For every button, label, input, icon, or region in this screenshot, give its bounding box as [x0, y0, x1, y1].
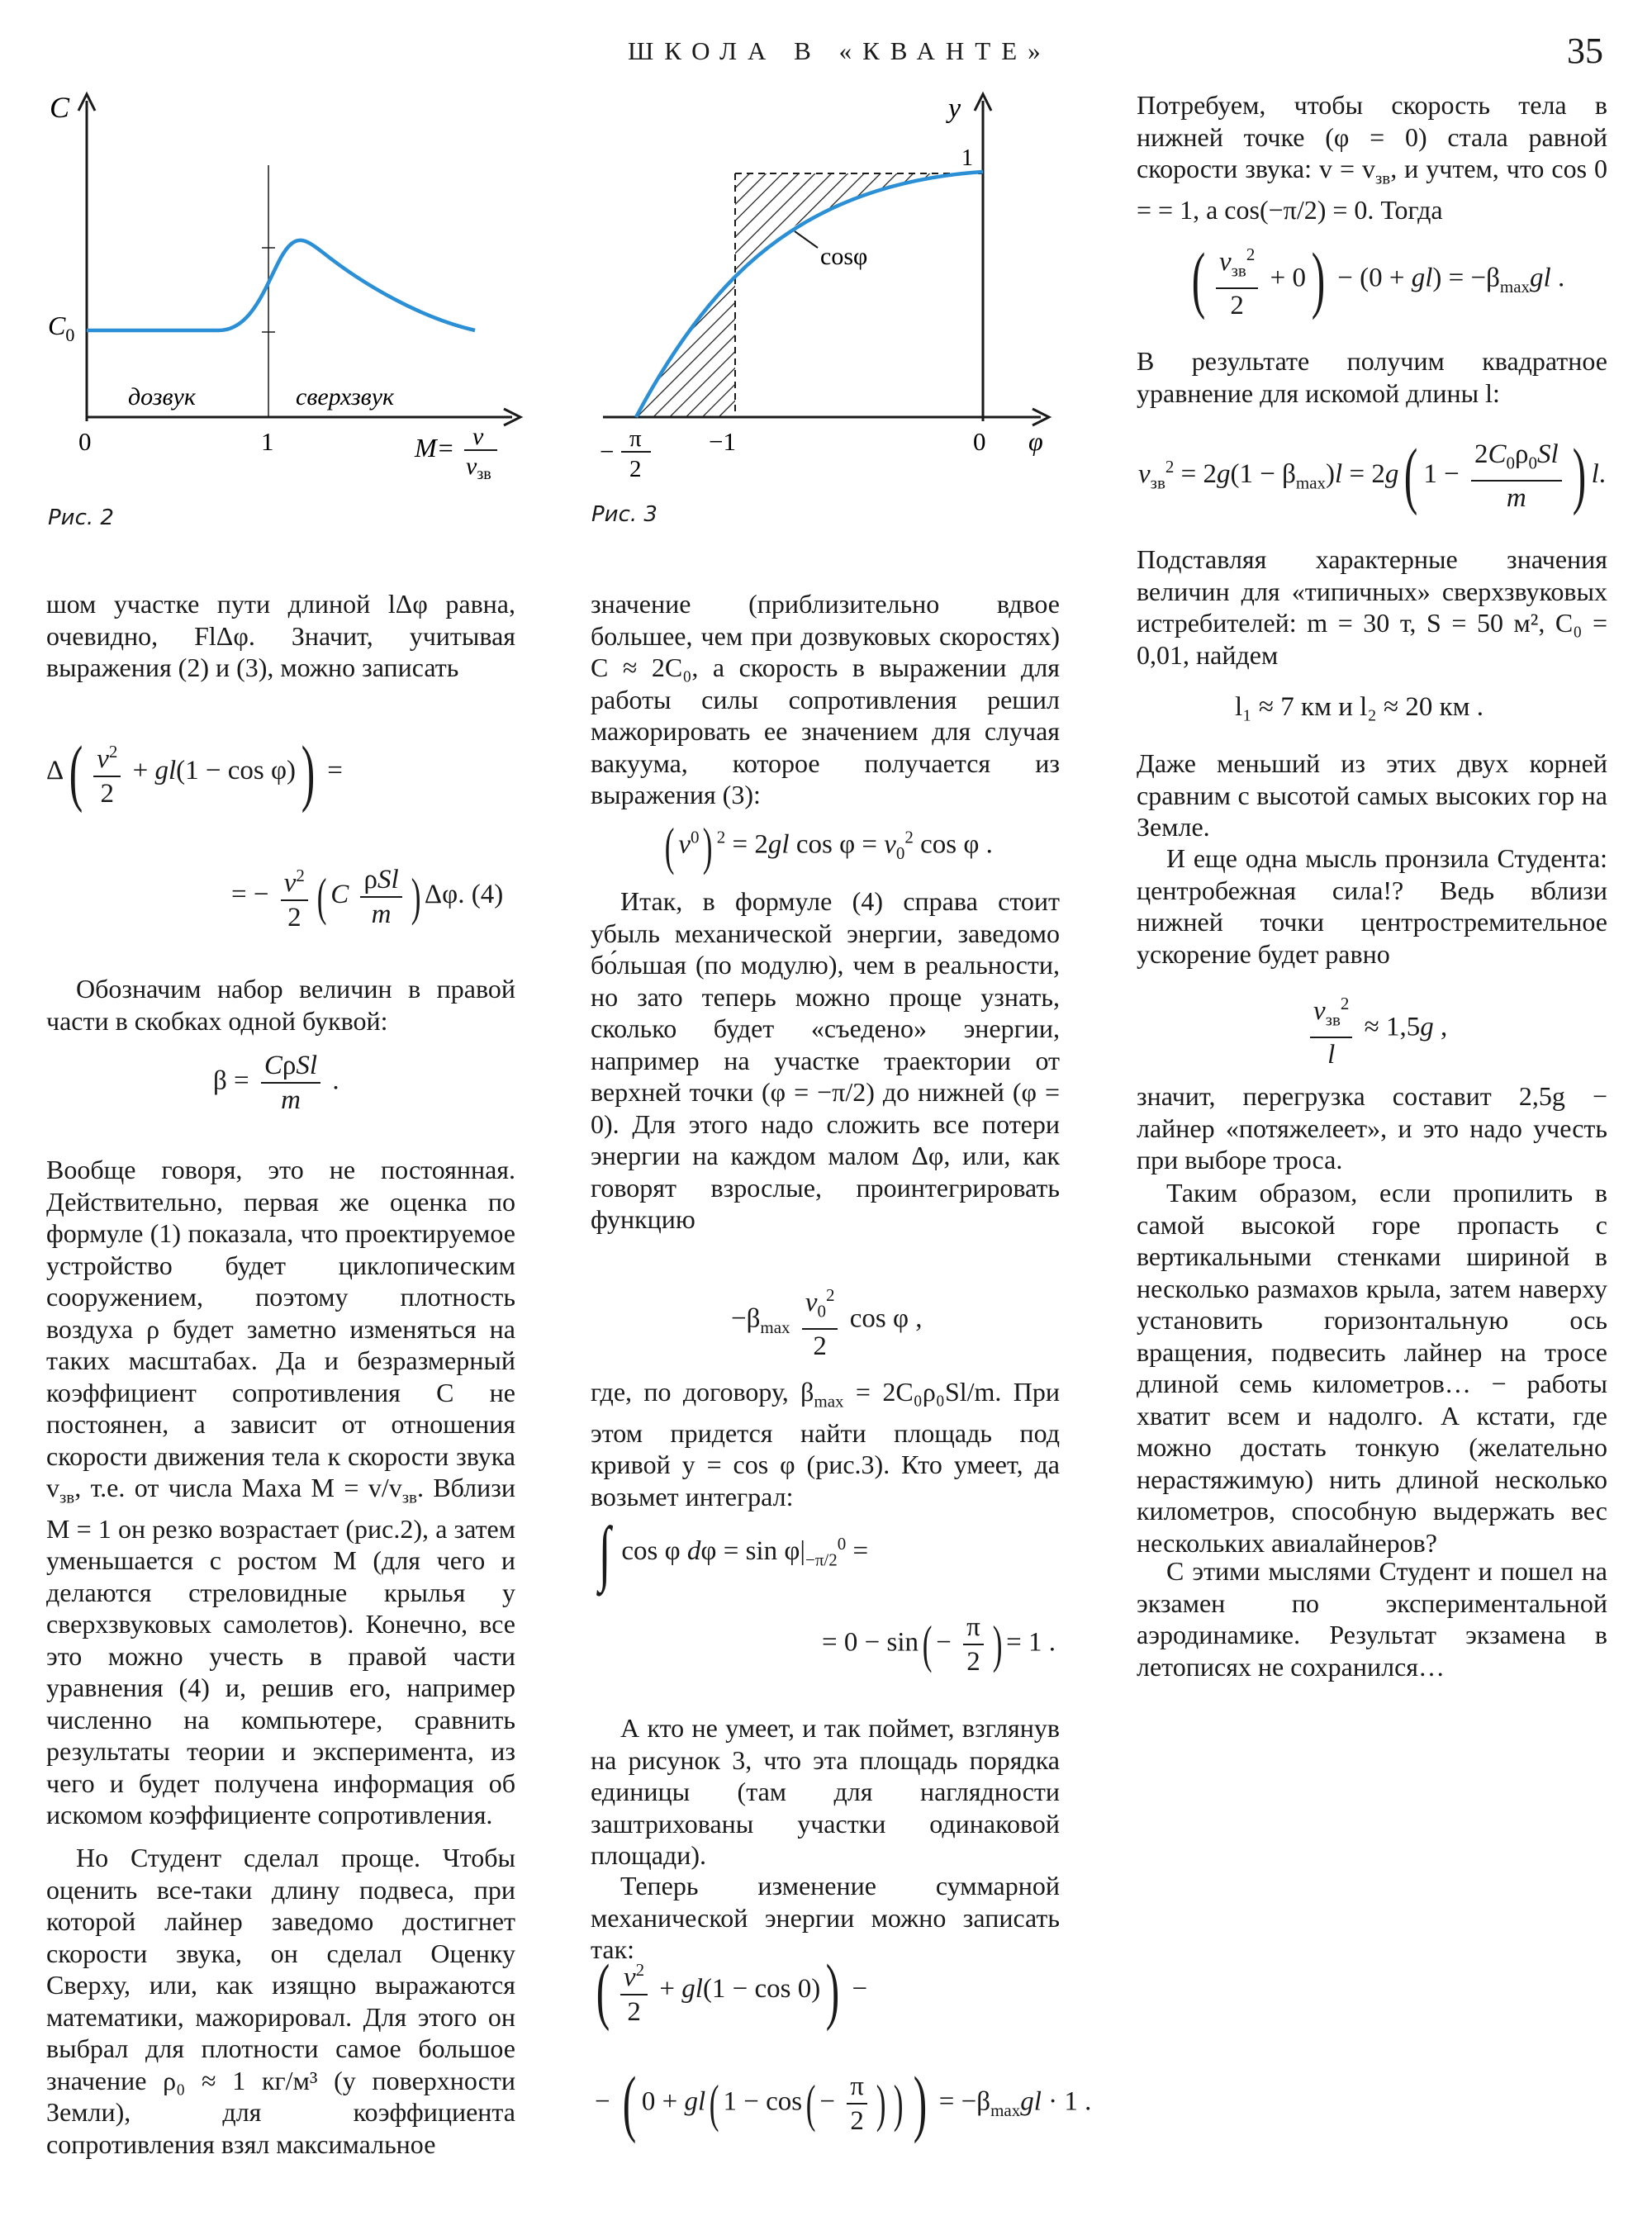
fig2-region-supersonic: сверхзвук: [296, 383, 395, 410]
fig3-curve-label: cosφ: [820, 243, 868, 270]
col1-p1: шом участке пути длиной lΔφ равна, очевидно, FlΔφ. Значит, учитывая выражения (2) и (3), можно записать: [46, 589, 515, 682]
fig3-y-label: y: [948, 93, 961, 124]
svg-text:v: v: [472, 423, 484, 450]
col3-energy-balance: ( $\frac{v_{зв}^2}{2}$ + $0) - (0 + gl) = -\beta_{max}gl$ .: [1191, 238, 1565, 320]
col3-p3: Подставляя характерные значения величин для «типичных» сверхзвуковых истребителей: m = 30 т, S = 50 м², C₀ = 0,01, найдем: [1137, 544, 1607, 670]
col2-energy-line2: − ( 0 + gl( 1 − cos( − $\frac{\pi}{2}$ ) ) ) = $-\beta_{max}gl \cdot 1$ .: [595, 2062, 1092, 2144]
fig2-x-label: M=: [415, 433, 455, 463]
figure-3: [578, 83, 1074, 487]
eq4-number: (4): [471, 880, 504, 910]
fig2-tick-one: 1: [261, 427, 274, 456]
col3-p5: И еще одна мысль пронзила Студента: центробежная сила!? Ведь вблизи нижней точки центростремительное ускорение будет равно: [1137, 843, 1607, 969]
col2-p3: где, по договору, $\beta_{max} = 2C_0\rho_0Sl/m$. При этом придется найти площадь под кривой y = cos φ (рис.3). Кто умеет, да возьмет интеграл:: [591, 1377, 1061, 1511]
svg-text:2: 2: [629, 456, 642, 482]
fig2-c0-label: C: [48, 311, 66, 340]
col2-integral-line2: = 0 − sin( − $\frac{\pi}{2}$ ) = 1 .: [822, 1612, 1056, 1677]
col1-p2: Обозначим набор величин в правой части в скобках одной буквой:: [46, 974, 515, 1036]
fig2-tick-zero: 0: [78, 427, 92, 456]
fig3-x-label: φ: [1028, 426, 1043, 456]
fig3-tick-pi: π: [629, 425, 642, 452]
col2-p5: Теперь изменение суммарной механической энергии можно записать так:: [591, 1871, 1060, 1964]
col1-eq4-line1: Δ( $\frac{v^2}{2}$ + gl(1 − cos φ)) =: [46, 731, 343, 814]
fig3-tick-minus-one: −1: [709, 427, 736, 456]
col2-vacuum-speed: ( $v^0$) $^2$ = 2gl $\cos \varphi = v_0^2$ cos φ .: [664, 817, 993, 875]
fig2-y-label: C: [50, 91, 70, 124]
col2-integral-line1: ∫ cos φ $d\varphi = \sin \varphi|_{-\pi/2}^0$ =: [598, 1513, 869, 1593]
col3-p1: Потребуем, чтобы скорость тела в нижней точке (φ = 0) стала равной скорости звука: $v = v_{зв}$, и учтем, что cos 0 = = 1, а cos(−π/2) = 0. Тогда: [1137, 90, 1607, 225]
col2-p1: значение (приблизительно вдвое большее, чем при дозвуковых скоростях) C ≈ 2C₀, а скорость в выражении для работы силы сопротивления решил мажорировать ее значением для случая вакуума, которое получается из выражения (3):: [591, 589, 1060, 809]
col3-p7: Таким образом, если пропилить в самой высокой горе пропасть с вертикальными стенками шириной в несколько размахов крыла, затем наверху установить горизонтальную ось вращения, подвесить лайнер на тросе длиной семь километров… − работы хватит всем и надолго. А кстати, где можно достать тонкую (желательно нерастяжимую) нить длиной несколько километров, способную выдержать вес нескольких авиалайнеров?: [1137, 1178, 1607, 1558]
svg-text:C0: $C_0$: [48, 311, 75, 345]
svg-text:vзв: $v_{зв}$: [466, 453, 491, 479]
running-title: ШКОЛА В «КВАНТЕ»: [628, 36, 1051, 65]
fig2-drag-curve: [87, 240, 475, 330]
col3-roots: l₁ ≈ 7 км и l₂ ≈ 20 км .: [1235, 692, 1484, 722]
col1-beta-def: β = $\frac{\text{CρSl}}{m}$ .: [213, 1051, 339, 1115]
fig3-tick-zero: 0: [973, 427, 986, 456]
col3-p4: Даже меньший из этих двух корней сравним с высотой самых высоких гор на Земле.: [1137, 748, 1607, 842]
page-header: [0, 31, 1652, 84]
col3-p6: значит, перегрузка составит 2,5g − лайнер «потяжелеет», и это надо учесть при выборе троса.: [1137, 1081, 1607, 1174]
col1-eq4-line2: = − $\frac{v^2}{2}$ ( C $\frac{\text{ρSl}}{m}$ ) Δφ. (4): [231, 859, 503, 934]
col3-p8: С этими мыслями Студент и пошел на экзамен по экспериментальной аэродинамике. Результат экзамена в летописях не сохранился…: [1137, 1556, 1607, 1682]
fig3-caption: Рис. 3: [591, 502, 657, 527]
col2-energy-line1: ( $\frac{v^2}{2}$ + gl(1 − cos 0)) −: [596, 1949, 868, 2032]
fig2-caption: Рис. 2: [48, 505, 114, 530]
fig3-tick-one: 1: [961, 145, 973, 171]
col2-function: $-\beta_{max}$ $\frac{v_0^2}{2}$ cos φ ,: [731, 1279, 923, 1363]
fig2-region-subsonic: дозвук: [128, 383, 196, 410]
col3-p2: В результате получим квадратное уравнение для искомой длины l:: [1137, 346, 1607, 408]
figure-2: [33, 83, 529, 479]
fig3-hatch-left: [636, 277, 735, 417]
svg-text:−: −: [600, 437, 615, 466]
col3-acceleration: $\frac{v_{зв}^2}{l}$ ≈ 1,5g ,: [1305, 987, 1447, 1071]
col3-quadratic: $v_{зв}^2 = 2g(1 - \beta_{max})l = 2g$( 1 − $\frac{2C_0\rho_0Sl}{m}$ ) l.: [1138, 434, 1607, 517]
col1-p3: Вообще говоря, это не постоянная. Действительно, первая же оценка по формуле (1) показала, что проектируемое устройство будет циклопическим сооружением, поэтому плотность воздуха ρ будет заметно изменяться на таких масштабах. Да и безразмерный коэффициент сопротивления C не постоянен, а зависит от отношения скорости движения тела к скорости звука $v_{зв}$, т.е. от числа Маха $M = v/v_{зв}$. Вблизи M = 1 он резко возрастает (рис.2), а затем уменьшается с ростом M (для чего и делаются стреловидные крылья у сверхзвуковых самолетов). Конечно, все это можно учесть в правой части уравнения (4) и, решив его, например численно на компьютере, сравнить результаты теории и эксперимента, из чего и будет получена информация об искомом коэффициенте сопротивления.: [46, 1155, 516, 1830]
col2-p2: Итак, в формуле (4) справа стоит убыль механической энергии, заведомо бо́льшая (по модулю), чем в реальности, но зато теперь можно проще узнать, сколько будет «съедено» энергии, например на участке траектории от верхней точки (φ = −π/2) до нижней (φ = 0). Для этого надо сложить все потери энергии на каждом малом Δφ, или, как говорят взрослые, проинтегрировать функцию: [591, 886, 1060, 1234]
col1-p4: Но Студент сделал проще. Чтобы оценить все-таки длину подвеса, при которой лайнер заведомо достигнет скорости звука, он сделал Оценку Сверху, или, как изящно выражаются математики, мажорировал. Для этого он выбрал для плотности самое большое значение ρ₀ ≈ 1 кг/м³ (у поверхности Земли), для коэффициента сопротивления взял максимальное: [46, 1843, 515, 2159]
col2-p4: А кто не умеет, и так поймет, взглянув на рисунок 3, что эта площадь порядка единицы (там для наглядности заштрихованы участки одинаковой площади).: [591, 1713, 1060, 1870]
page-number: 35: [1567, 31, 1603, 71]
